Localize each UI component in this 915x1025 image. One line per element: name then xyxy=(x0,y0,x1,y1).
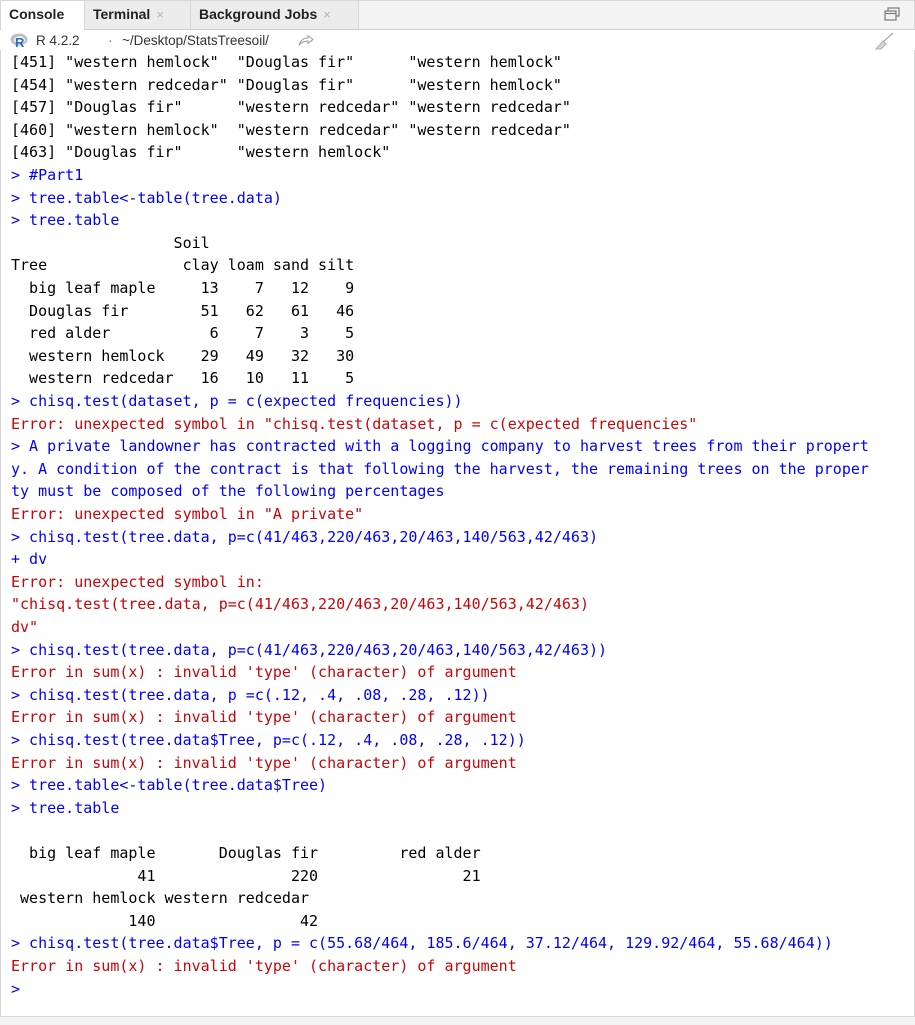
console-error-line: Error in sum(x) : invalid 'type' (character) of argument xyxy=(11,663,517,682)
console-tabbar xyxy=(0,0,915,30)
console-command-line: > tree.table<-table(tree.data$Tree) xyxy=(11,776,328,795)
console-output-line: Soil xyxy=(11,233,210,252)
console-output-line: [454] "western redcedar" "Douglas fir" "western hemlock" xyxy=(11,75,562,94)
console-command-line: > xyxy=(11,979,21,998)
console-command-line: ty must be composed of the following percentages xyxy=(11,482,445,501)
console-command-line: > A private landowner has contracted with a logging company to harvest trees from their propert xyxy=(11,437,869,456)
close-background-jobs-tab-icon[interactable]: × xyxy=(323,7,331,22)
console-error-line: Error in sum(x) : invalid 'type' (character) of argument xyxy=(11,708,517,727)
console-command-line: > #Part1 xyxy=(11,166,84,184)
console-command-line: > tree.table xyxy=(11,798,120,817)
tab-terminal[interactable] xyxy=(85,1,191,29)
tab-console[interactable] xyxy=(1,1,85,30)
clear-console-broom-icon[interactable] xyxy=(873,32,895,50)
console-command-line: > chisq.test(tree.data, p=c(41/463,220/463,20/463,140/563,42/463)) xyxy=(11,640,608,659)
svg-text:R: R xyxy=(15,35,25,48)
console-command-line: > chisq.test(dataset, p = c(expected frequencies)) xyxy=(11,392,463,410)
console-command-line: > chisq.test(tree.data, p=c(41/463,220/463,20/463,140/563,42/463) xyxy=(11,527,598,546)
console-command-line: y. A condition of the contract is that following the harvest, the remaining trees on the proper xyxy=(11,459,869,478)
path-separator: · xyxy=(108,33,113,48)
console-path-bar xyxy=(0,30,913,52)
console-output-line: big leaf maple 13 7 12 9 xyxy=(11,279,355,297)
r-logo-icon xyxy=(10,33,29,48)
console-command-line: + dv xyxy=(11,550,48,569)
console-command-line: > chisq.test(tree.data$Tree, p = c(55.68/464, 185.6/464, 37.12/464, 129.92/464, 55.68/464)) xyxy=(11,934,833,953)
console-error-line: Error in sum(x) : invalid 'type' (character) of argument xyxy=(11,753,517,772)
console-output-line: big leaf maple Douglas fir red alder xyxy=(11,844,481,862)
tab-console-label: Console xyxy=(9,6,65,22)
restore-window-icon[interactable] xyxy=(884,7,900,21)
console-output-line: western redcedar 16 10 11 5 xyxy=(11,369,355,388)
console-output-line: 41 220 21 xyxy=(11,866,481,885)
console-output-line: Douglas fir 51 62 61 46 xyxy=(11,301,355,320)
tab-background-jobs[interactable] xyxy=(191,1,359,29)
console-output[interactable] xyxy=(0,50,915,1018)
console-error-line: dv" xyxy=(11,618,39,636)
console-error-line: "chisq.test(tree.data, p=c(41/463,220/463,20/463,140/563,42/463) xyxy=(11,595,589,614)
r-version-label: R 4.2.2 xyxy=(36,33,80,48)
console-output-line: 140 42 xyxy=(11,911,319,930)
console-output-line: red alder 6 7 3 5 xyxy=(11,324,355,343)
console-error-line: Error: unexpected symbol in: xyxy=(11,572,264,591)
working-directory-path: ~/Desktop/StatsTreesoil/ xyxy=(122,33,269,48)
console-error-line: Error: unexpected symbol in "A private" xyxy=(11,505,364,523)
console-output-line: western hemlock western redcedar xyxy=(11,889,310,908)
console-command-line: > tree.table<-table(tree.data) xyxy=(11,188,282,207)
console-error-line: Error in sum(x) : invalid 'type' (character) of argument xyxy=(11,957,517,975)
console-output-line: [460] "western hemlock" "western redcedar" "western redcedar" xyxy=(11,120,571,139)
console-command-line: > chisq.test(tree.data, p =c(.12, .4, .08, .28, .12)) xyxy=(11,685,490,704)
console-command-line: > tree.table xyxy=(11,211,120,230)
console-output-line: [457] "Douglas fir" "western redcedar" "western redcedar" xyxy=(11,98,571,117)
console-output-line: Tree clay loam sand silt xyxy=(11,256,355,275)
console-output-line: [451] "western hemlock" "Douglas fir" "western hemlock" xyxy=(11,53,562,71)
console-command-line: > chisq.test(tree.data$Tree, p=c(.12, .4, .08, .28, .12)) xyxy=(11,731,526,749)
console-output-line: [463] "Douglas fir" "western hemlock" xyxy=(11,143,391,162)
tab-terminal-label: Terminal xyxy=(93,6,151,22)
close-terminal-tab-icon[interactable]: × xyxy=(156,7,164,22)
navigate-arrow-icon[interactable] xyxy=(298,35,314,47)
tab-background-jobs-label: Background Jobs xyxy=(199,6,318,22)
console-output-line: western hemlock 29 49 32 30 xyxy=(11,346,355,365)
console-error-line: Error: unexpected symbol in "chisq.test(dataset, p = c(expected frequencies" xyxy=(11,414,698,433)
